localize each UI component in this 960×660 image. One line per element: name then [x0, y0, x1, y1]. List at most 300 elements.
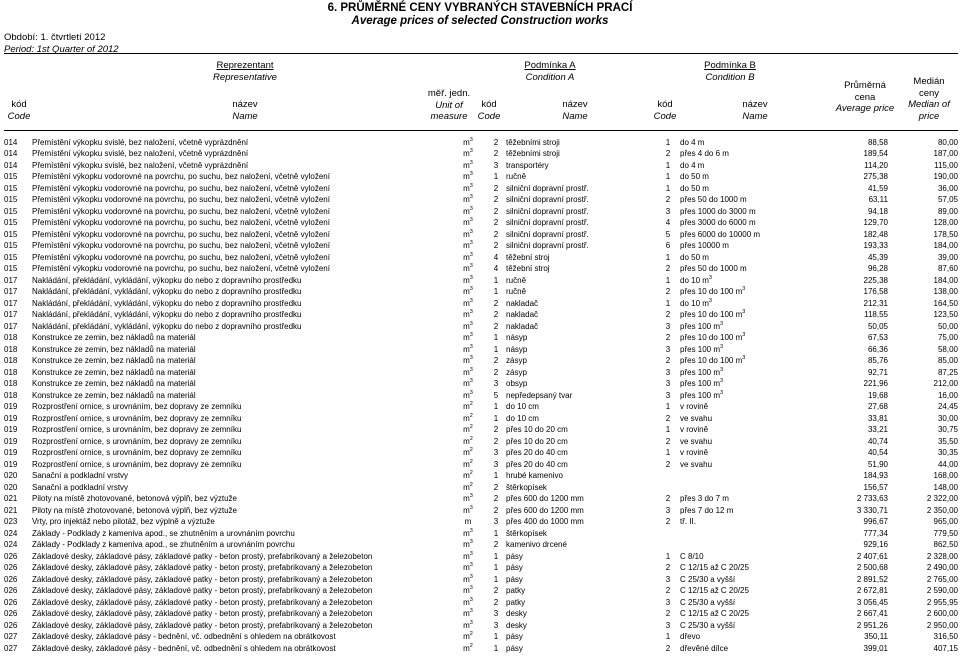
- name-text: Nakládání, překládání, vykládání, výkopku do nebo z dopravního prostředku: [32, 310, 302, 319]
- header-median-cz2: ceny: [918, 87, 940, 99]
- code-a-text: 2: [493, 218, 499, 227]
- unit-text: m: [463, 241, 470, 250]
- table-row: [4, 470, 958, 482]
- table-row: [4, 596, 958, 608]
- cell-code-a: [486, 447, 506, 459]
- table-row: [4, 228, 958, 240]
- average-price-text: 88,58: [867, 137, 888, 147]
- cell-code-a: [486, 481, 506, 493]
- cell-code-b: [656, 136, 680, 148]
- cell-name: [32, 481, 450, 493]
- code-text: 026: [4, 586, 18, 595]
- cell-average-price: [806, 228, 888, 240]
- table-row: [4, 378, 958, 390]
- unit-exponent: 3: [469, 573, 473, 580]
- average-price-text: 3 330,71: [856, 505, 888, 515]
- cell-code: [4, 458, 32, 470]
- median-price-text: 2 765,00: [926, 574, 958, 584]
- unit-exponent: 2: [469, 435, 473, 442]
- name-text: Konstrukce ze zemin, bez nákladů na materiál: [32, 367, 196, 377]
- cell-average-price: [806, 435, 888, 447]
- cell-code: [4, 539, 32, 551]
- cell-name-b: [680, 550, 806, 562]
- name-text: Vrty, pro injektáž nebo pilotáž, bez výplně a výztuže: [32, 517, 215, 526]
- cell-name-b: [680, 562, 806, 574]
- unit-exponent: 3: [469, 596, 473, 603]
- cell-unit: [450, 435, 486, 447]
- cell-median-price: [888, 228, 958, 240]
- cell-code: [4, 435, 32, 447]
- unit-text: m: [463, 183, 470, 193]
- name-a-text: přes 10 do 20 cm: [506, 436, 568, 446]
- cell-median-price: [888, 343, 958, 355]
- cell-code-b: [656, 596, 680, 608]
- cell-average-price: [806, 217, 888, 229]
- median-price-text: 862,50: [933, 540, 958, 549]
- cell-median-price: [888, 401, 958, 413]
- cell-code: [4, 562, 32, 574]
- unit-exponent: 3: [469, 550, 473, 557]
- table-row: [4, 447, 958, 459]
- unit-text: m: [463, 218, 470, 227]
- cell-name-b: [680, 343, 806, 355]
- unit-text: m: [463, 367, 470, 377]
- header-code-a-cz: kód: [481, 99, 497, 110]
- name-b-exponent: 3: [742, 286, 746, 292]
- code-a-text: 2: [493, 494, 499, 503]
- cell-median-price: [888, 642, 958, 654]
- median-price-text: 178,50: [933, 229, 958, 239]
- cell-unit: [450, 332, 486, 344]
- name-a-text: zásyp: [506, 356, 527, 365]
- cell-name-a: [506, 481, 656, 493]
- code-text: 024: [4, 540, 18, 549]
- unit-exponent: 3: [469, 182, 473, 189]
- cell-name-b: [680, 619, 806, 631]
- cell-code: [4, 136, 32, 148]
- cell-median-price: [888, 159, 958, 171]
- cell-code-a: [486, 458, 506, 470]
- cell-average-price: [806, 182, 888, 194]
- cell-code: [4, 366, 32, 378]
- unit-exponent: 3: [469, 240, 473, 246]
- cell-code-a: [486, 516, 506, 528]
- name-b-exponent: 3: [708, 297, 712, 304]
- table-row: [4, 493, 958, 505]
- cell-unit: [450, 286, 486, 298]
- cell-code-b: [656, 159, 680, 171]
- unit-text: m: [463, 459, 470, 469]
- code-a-text: 2: [493, 241, 499, 250]
- name-text: Rozprostření ornice, s urovnáním, bez dopravy ze zemníku: [32, 425, 242, 434]
- code-b-text: 1: [665, 275, 671, 285]
- cell-median-price: [888, 424, 958, 436]
- cell-name-b: [680, 435, 806, 447]
- unit-exponent: 3: [469, 608, 473, 614]
- cell-code-a: [486, 527, 506, 539]
- code-text: 015: [4, 252, 18, 262]
- name-text: Sanační a podkladní vrstvy: [32, 482, 129, 492]
- median-price-text: 148,00: [933, 482, 958, 492]
- table-row: [4, 435, 958, 447]
- unit-exponent: 3: [469, 562, 473, 568]
- name-a-text: ručně: [506, 172, 527, 181]
- average-price-text: 184,93: [863, 471, 888, 480]
- cell-name: [32, 263, 450, 275]
- cell-name-a: [506, 286, 656, 298]
- table-row: [4, 320, 958, 332]
- code-b-text: 2: [665, 264, 671, 273]
- cell-code-a: [486, 320, 506, 332]
- unit-text: m: [463, 551, 470, 561]
- cell-median-price: [888, 562, 958, 574]
- cell-unit: [450, 470, 486, 482]
- cell-average-price: [806, 447, 888, 459]
- cell-code: [4, 642, 32, 654]
- cell-code-b: [656, 366, 680, 378]
- cell-name-b: [680, 228, 806, 240]
- median-price-text: 2 600,00: [926, 609, 958, 618]
- cell-median-price: [888, 447, 958, 459]
- header-name-b-en: Name: [742, 110, 768, 122]
- header-median-en2: price: [918, 110, 940, 122]
- cell-average-price: [806, 401, 888, 413]
- cell-name: [32, 309, 450, 321]
- cell-average-price: [806, 470, 888, 482]
- unit-text: m: [463, 540, 470, 549]
- table-row: [4, 217, 958, 229]
- cell-unit: [450, 148, 486, 160]
- code-a-text: 2: [493, 137, 499, 147]
- cell-code-a: [486, 424, 506, 436]
- cell-average-price: [806, 378, 888, 390]
- cell-code-a: [486, 619, 506, 631]
- table-row: [4, 171, 958, 183]
- header-code-b: [650, 99, 680, 122]
- name-a-text: ručně: [506, 275, 527, 285]
- cell-code: [4, 205, 32, 217]
- table-row: [4, 481, 958, 493]
- table-row: [4, 389, 958, 401]
- cell-name-b: [680, 424, 806, 436]
- cell-median-price: [888, 470, 958, 482]
- cell-name: [32, 424, 450, 436]
- cell-average-price: [806, 504, 888, 516]
- cell-name: [32, 274, 450, 286]
- cell-average-price: [806, 481, 888, 493]
- name-b-text: tř. II.: [680, 517, 696, 526]
- cell-name-a: [506, 412, 656, 424]
- cell-average-price: [806, 240, 888, 252]
- header-condition-b: [660, 60, 800, 83]
- unit-text: m: [463, 229, 470, 239]
- name-a-text: těžební stroj: [506, 264, 550, 273]
- cell-average-price: [806, 366, 888, 378]
- cell-code-b: [656, 332, 680, 344]
- cell-name-b: [680, 504, 806, 516]
- unit-text: m: [463, 356, 470, 365]
- cell-code: [4, 148, 32, 160]
- cell-name: [32, 435, 450, 447]
- code-text: 014: [4, 160, 18, 170]
- code-a-text: 1: [493, 551, 499, 561]
- unit-text: m: [464, 517, 472, 526]
- cell-code-b: [656, 263, 680, 275]
- unit-exponent: 2: [469, 642, 473, 649]
- code-b-text: 1: [665, 448, 671, 457]
- cell-name-a: [506, 171, 656, 183]
- unit-exponent: 3: [469, 217, 473, 223]
- median-price-text: 779,50: [933, 528, 958, 538]
- cell-median-price: [888, 205, 958, 217]
- cell-median-price: [888, 631, 958, 643]
- name-text: Nakládání, překládání, vykládání, výkopku do nebo z dopravního prostředku: [32, 275, 302, 285]
- table-row: [4, 182, 958, 194]
- cell-code: [4, 493, 32, 505]
- cell-name-b: [680, 251, 806, 263]
- table-row: [4, 136, 958, 148]
- name-b-text: přes 1000 do 3000 m: [680, 206, 756, 216]
- cell-name-b: [680, 608, 806, 620]
- unit-text: m: [463, 344, 470, 354]
- name-a-text: těžebními stroji: [506, 149, 560, 158]
- name-a-text: hrubé kamenivo: [506, 471, 563, 480]
- cell-name-b: [680, 217, 806, 229]
- cell-code: [4, 378, 32, 390]
- cell-median-price: [888, 585, 958, 597]
- cell-code-b: [656, 320, 680, 332]
- name-text: Základy - Podklady z kameniva apod., se zhutněním a urovnáním povrchu: [32, 540, 295, 549]
- cell-average-price: [806, 159, 888, 171]
- average-price-text: 40,74: [867, 436, 888, 446]
- cell-name: [32, 205, 450, 217]
- name-b-text: C 12/15 až C 20/25: [680, 586, 749, 595]
- code-b-text: 2: [665, 459, 671, 469]
- cell-name-b: [680, 309, 806, 321]
- unit-exponent: 3: [469, 263, 473, 269]
- cell-median-price: [888, 516, 958, 528]
- cell-code-b: [656, 573, 680, 585]
- cell-code: [4, 159, 32, 171]
- cell-code: [4, 274, 32, 286]
- cell-code-b: [656, 309, 680, 321]
- code-a-text: 2: [493, 367, 499, 377]
- cell-code: [4, 240, 32, 252]
- name-b-text: C 12/15 až C 20/25: [680, 563, 749, 572]
- cell-median-price: [888, 458, 958, 470]
- cell-code-a: [486, 493, 506, 505]
- table-row: [4, 309, 958, 321]
- cell-average-price: [806, 332, 888, 344]
- code-a-text: 3: [493, 379, 499, 388]
- cell-name: [32, 412, 450, 424]
- code-text: 019: [4, 436, 18, 446]
- code-text: 019: [4, 425, 18, 434]
- name-a-text: silniční dopravní prostř.: [506, 241, 589, 250]
- cell-code-b: [656, 642, 680, 654]
- name-text: Přemístění výkopku svislé, bez naložení, včetně vyprázdnění: [32, 137, 249, 147]
- table-row: [4, 251, 958, 263]
- average-price-text: 2 891,52: [856, 574, 888, 584]
- median-price-text: 87,25: [937, 367, 958, 377]
- code-b-text: 2: [665, 436, 671, 446]
- unit-text: m: [463, 436, 470, 446]
- code-b-text: 1: [665, 632, 671, 641]
- cell-unit: [450, 447, 486, 459]
- unit-text: m: [463, 448, 470, 457]
- name-a-text: ručně: [506, 287, 527, 296]
- cell-code: [4, 527, 32, 539]
- cell-name-b: [680, 136, 806, 148]
- cell-name-a: [506, 148, 656, 160]
- cell-average-price: [806, 251, 888, 263]
- average-price-text: 2 951,26: [856, 620, 888, 630]
- cell-name-b: [680, 458, 806, 470]
- code-b-text: 2: [665, 643, 671, 653]
- name-a-text: nepředepsaný tvar: [506, 390, 573, 400]
- unit-exponent: 3: [469, 493, 473, 499]
- cell-name: [32, 159, 450, 171]
- unit-text: m: [463, 321, 470, 331]
- cell-name-b: [680, 481, 806, 493]
- cell-unit: [450, 378, 486, 390]
- cell-name: [32, 401, 450, 413]
- cell-average-price: [806, 148, 888, 160]
- cell-code-a: [486, 389, 506, 401]
- cell-code-a: [486, 585, 506, 597]
- name-a-text: přes 20 do 40 cm: [506, 448, 568, 457]
- name-b-text: přes 3 do 7 m: [680, 494, 729, 503]
- cell-code: [4, 251, 32, 263]
- name-b-text: přes 10000 m: [680, 241, 729, 250]
- cell-median-price: [888, 297, 958, 309]
- cell-name-a: [506, 366, 656, 378]
- name-b-text: ve svahu: [680, 413, 713, 423]
- cell-average-price: [806, 424, 888, 436]
- header-code-a: [474, 99, 504, 122]
- unit-exponent: 3: [469, 585, 473, 591]
- average-price-text: 67,53: [867, 333, 888, 342]
- code-text: 017: [4, 310, 18, 319]
- code-a-text: 1: [493, 333, 499, 342]
- cell-code-a: [486, 274, 506, 286]
- table-row: [4, 355, 958, 367]
- average-price-text: 129,70: [863, 218, 888, 227]
- cell-median-price: [888, 493, 958, 505]
- cell-name: [32, 573, 450, 585]
- name-b-exponent: 3: [720, 378, 724, 384]
- cell-name-b: [680, 182, 806, 194]
- cell-name-b: [680, 355, 806, 367]
- code-text: 017: [4, 287, 18, 296]
- code-b-text: 2: [665, 195, 671, 204]
- cell-code-b: [656, 550, 680, 562]
- cell-unit: [450, 539, 486, 551]
- average-price-text: 63,11: [868, 195, 888, 204]
- cell-code: [4, 585, 32, 597]
- cell-average-price: [806, 493, 888, 505]
- code-text: 020: [4, 471, 18, 480]
- average-price-text: 350,11: [864, 632, 888, 641]
- table-row: [4, 205, 958, 217]
- code-b-text: 3: [665, 620, 671, 630]
- cell-unit: [450, 619, 486, 631]
- name-b-exponent: 3: [742, 332, 746, 338]
- cell-code: [4, 228, 32, 240]
- cell-code: [4, 631, 32, 643]
- cell-name-a: [506, 136, 656, 148]
- average-price-text: 777,34: [863, 528, 888, 538]
- name-text: Nakládání, překládání, vykládání, výkopku do nebo z dopravního prostředku: [32, 298, 302, 308]
- cell-name-a: [506, 493, 656, 505]
- cell-code-a: [486, 171, 506, 183]
- cell-median-price: [888, 332, 958, 344]
- cell-unit: [450, 493, 486, 505]
- cell-unit: [450, 481, 486, 493]
- name-a-text: silniční dopravní prostř.: [506, 206, 589, 216]
- name-b-text: přes 100 m: [680, 367, 721, 377]
- cell-unit: [450, 343, 486, 355]
- cell-name-a: [506, 516, 656, 528]
- cell-median-price: [888, 136, 958, 148]
- code-b-text: 2: [665, 310, 671, 319]
- cell-name-b: [680, 320, 806, 332]
- name-text: Rozprostření ornice, s urovnáním, bez dopravy ze zemníku: [32, 448, 242, 457]
- unit-exponent: 3: [469, 159, 473, 166]
- unit-text: m: [463, 287, 470, 296]
- unit-text: m: [463, 425, 470, 434]
- cell-name-b: [680, 447, 806, 459]
- cell-name-a: [506, 205, 656, 217]
- median-price-text: 187,00: [933, 149, 958, 158]
- cell-code-a: [486, 596, 506, 608]
- cell-average-price: [806, 608, 888, 620]
- code-b-text: 5: [665, 229, 671, 239]
- name-a-text: přes 400 do 1000 mm: [506, 517, 584, 526]
- cell-code-b: [656, 389, 680, 401]
- cell-name: [32, 320, 450, 332]
- average-price-text: 996,67: [863, 517, 888, 526]
- header-unit: [424, 88, 474, 123]
- average-price-text: 221,96: [863, 379, 888, 388]
- average-price-text: 40,54: [867, 448, 888, 457]
- cell-name-a: [506, 504, 656, 516]
- cell-name-a: [506, 274, 656, 286]
- name-text: Rozprostření ornice, s urovnáním, bez dopravy ze zemníku: [32, 436, 242, 446]
- code-a-text: 4: [493, 264, 499, 273]
- cell-code-a: [486, 550, 506, 562]
- cell-average-price: [806, 343, 888, 355]
- code-b-text: 2: [665, 517, 671, 526]
- cell-name-a: [506, 217, 656, 229]
- average-price-text: 182,48: [863, 229, 888, 239]
- cell-code-b: [656, 274, 680, 286]
- unit-exponent: 3: [469, 504, 473, 511]
- cell-code-a: [486, 631, 506, 643]
- cell-code-b: [656, 205, 680, 217]
- cell-average-price: [806, 412, 888, 424]
- code-b-text: 1: [665, 137, 671, 147]
- cell-code-b: [656, 148, 680, 160]
- unit-text: m: [463, 505, 470, 515]
- code-text: 026: [4, 574, 18, 584]
- unit-exponent: 3: [469, 194, 473, 200]
- code-a-text: 1: [493, 287, 499, 296]
- median-price-text: 44,00: [937, 459, 958, 469]
- name-a-text: silniční dopravní prostř.: [506, 183, 589, 193]
- cell-average-price: [806, 194, 888, 206]
- name-b-text: přes 100 m: [680, 390, 721, 400]
